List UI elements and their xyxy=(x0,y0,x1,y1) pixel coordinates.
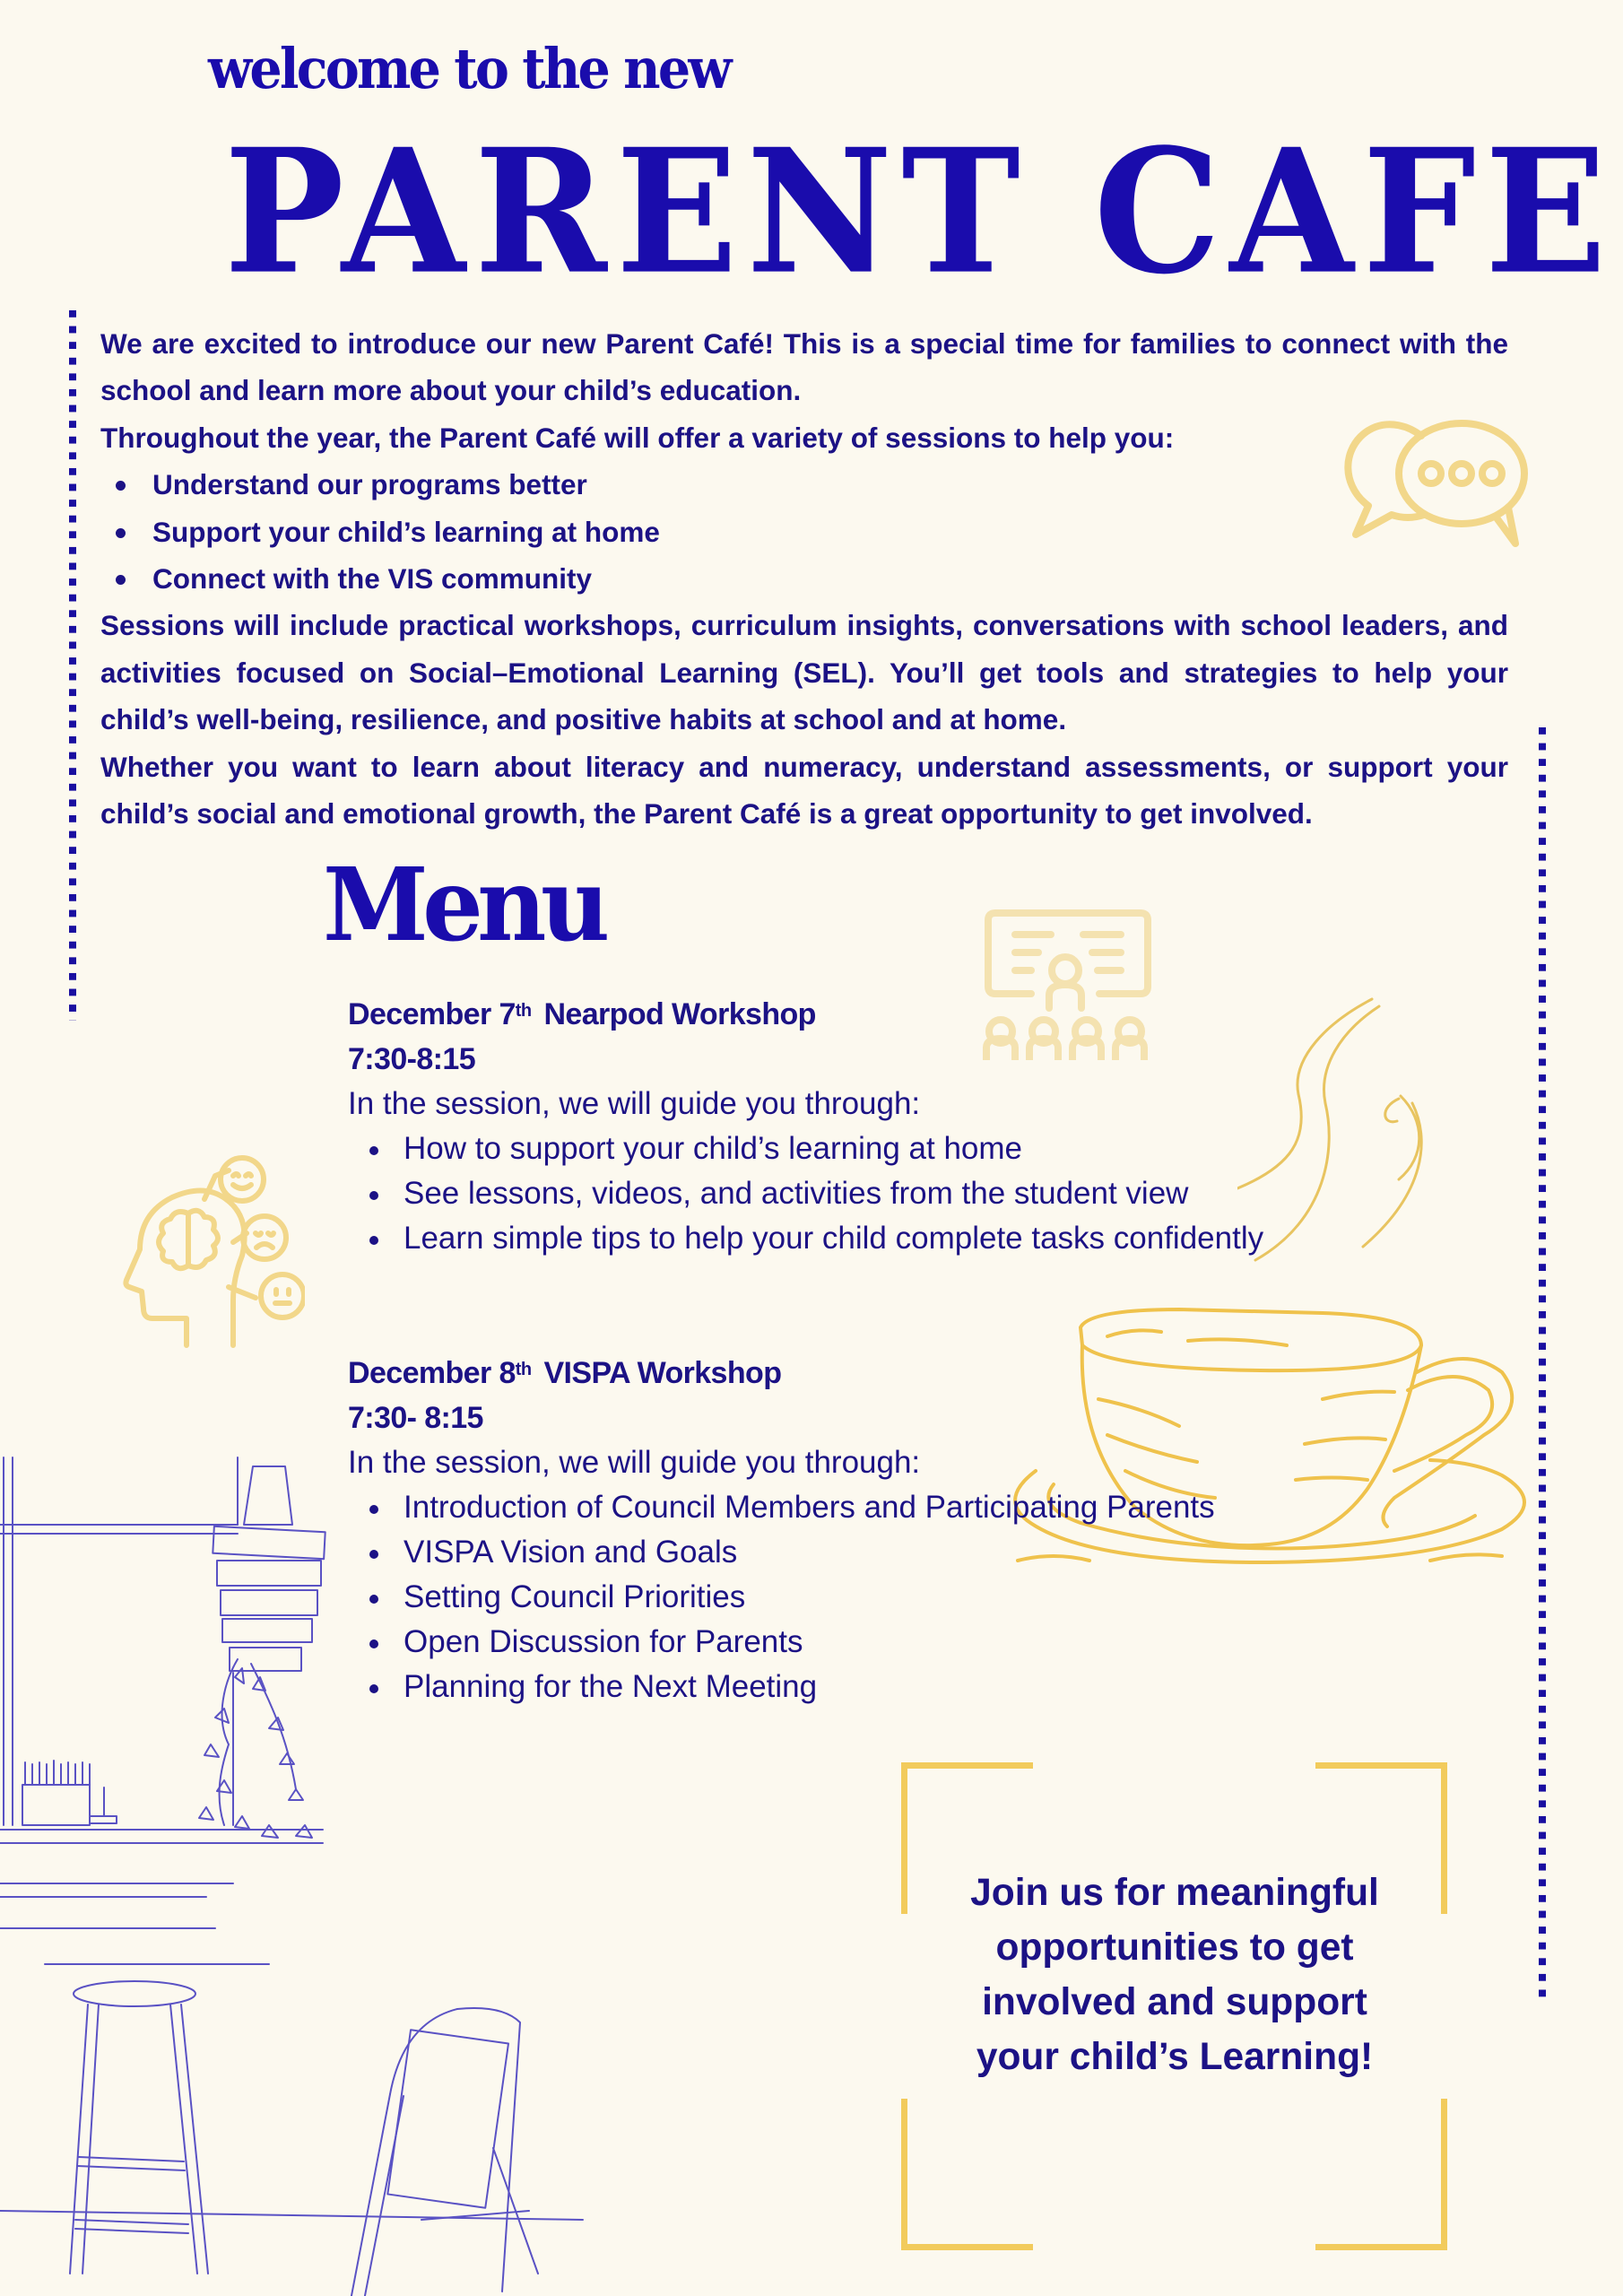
page-title: PARENT CAFE xyxy=(224,110,1616,312)
session-item-list xyxy=(348,1126,1379,1261)
session-heading xyxy=(348,992,1379,1037)
session-heading xyxy=(348,1351,1379,1396)
cta-line: your child’s Learning! xyxy=(976,2036,1374,2078)
intro-bullet: Support your child’s learning at home xyxy=(152,509,1508,555)
intro-paragraph-2: Throughout the year, the Parent Café will offer a variety of sessions to help you: xyxy=(100,421,1175,454)
session-vispa xyxy=(348,1351,1379,1709)
brain-emotions-icon xyxy=(99,1144,305,1350)
session-item: See lessons, videos, and activities from the student view xyxy=(348,1171,1379,1216)
date-suffix: th xyxy=(515,1360,532,1379)
session-time: 7:30-8:15 xyxy=(348,1042,476,1076)
intro-bullet-list xyxy=(100,461,1508,602)
cta-line: involved and support xyxy=(982,1981,1367,2023)
session-intro: In the session, we will guide you through: xyxy=(348,1086,921,1121)
menu-title: Menu xyxy=(323,847,604,964)
welcome-heading: welcome to the new xyxy=(208,36,730,101)
session-time: 7:30- 8:15 xyxy=(348,1401,483,1435)
session-date: December 7 xyxy=(348,997,516,1031)
cta-line: opportunities to get xyxy=(995,1926,1354,1969)
intro-section xyxy=(100,320,1508,837)
session-item: Learn simple tips to help your child complete tasks confidently xyxy=(348,1216,1379,1261)
session-intro: In the session, we will guide you through: xyxy=(348,1445,921,1480)
intro-paragraph-1: We are excited to introduce our new Parent Café! This is a special time for families to connect with the school and learn more about your child’s education. xyxy=(100,327,1508,407)
cta-line: Join us for meaningful xyxy=(970,1872,1379,1914)
frame-corner-bottom-left xyxy=(901,2099,1033,2250)
session-item: Open Discussion for Parents xyxy=(348,1620,1379,1665)
date-suffix: th xyxy=(515,1001,532,1021)
session-item: Planning for the Next Meeting xyxy=(348,1665,1379,1709)
call-to-action xyxy=(915,1866,1435,2084)
session-item: How to support your child’s learning at home xyxy=(348,1126,1379,1171)
frame-corner-bottom-right xyxy=(1315,2099,1447,2250)
intro-bullet: Connect with the VIS community xyxy=(152,555,1508,602)
session-name: Nearpod Workshop xyxy=(543,997,816,1031)
session-nearpod xyxy=(348,992,1379,1261)
session-item: VISPA Vision and Goals xyxy=(348,1530,1379,1575)
speech-bubbles-icon xyxy=(1336,411,1533,554)
session-item: Introduction of Council Members and Participating Parents xyxy=(348,1485,1379,1530)
session-name: VISPA Workshop xyxy=(543,1356,782,1390)
right-dotted-divider xyxy=(1539,727,1546,1997)
session-item-list xyxy=(348,1485,1379,1709)
session-item: Setting Council Priorities xyxy=(348,1575,1379,1620)
left-dotted-divider xyxy=(69,310,76,1021)
session-date: December 8 xyxy=(348,1356,516,1390)
intro-paragraph-4: Whether you want to learn about literacy and numeracy, understand assessments, or support your child’s social and emotional growth, the Parent Café is a great opportunity to get involved. xyxy=(100,750,1508,831)
intro-paragraph-3: Sessions will include practical workshops, curriculum insights, conversations with school leaders, and activities focused on Social–Emotional Learning (SEL). You’ll get tools and strategies to help your child’s well-being, resilience, and positive habits at school and at home. xyxy=(100,609,1508,736)
intro-bullet: Understand our programs better xyxy=(152,461,1508,508)
